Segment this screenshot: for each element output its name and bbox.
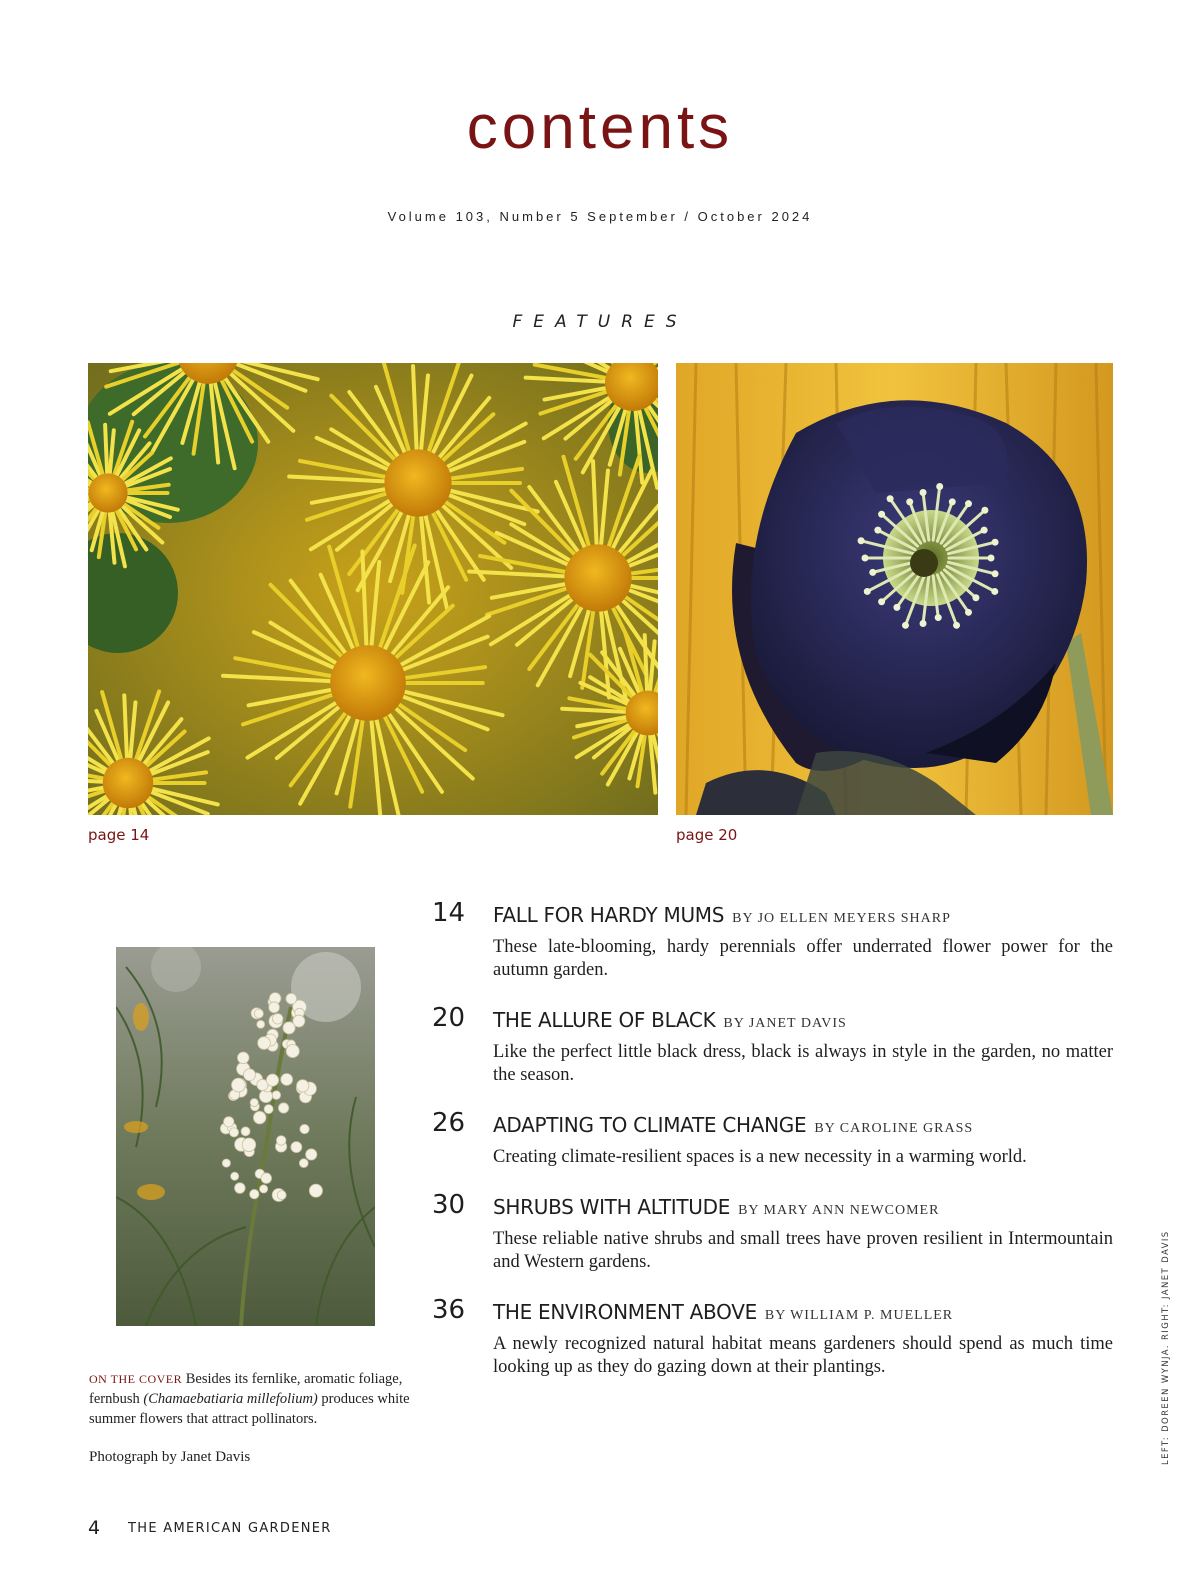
- feature-title[interactable]: FALL FOR HARDY MUMS: [493, 903, 725, 927]
- feature-title[interactable]: SHRUBS WITH ALTITUDE: [493, 1195, 731, 1219]
- feature-title[interactable]: ADAPTING TO CLIMATE CHANGE: [493, 1113, 807, 1137]
- feature-title[interactable]: THE ALLURE OF BLACK: [493, 1008, 716, 1032]
- photo-credit: Photograph by Janet Davis: [89, 1449, 251, 1465]
- cover-label: ON THE COVER: [89, 1372, 183, 1386]
- cover-scientific-name: (Chamaebatiaria millefolium): [143, 1391, 318, 1407]
- photo-page-ref-left: page 14: [88, 826, 150, 844]
- feature-description: Like the perfect little black dress, black is always in style in the garden, no matter the season.: [493, 1042, 1113, 1085]
- feature-description: A newly recognized natural habitat means gardeners should spend as much time looking up as they do gazing down at their plantings.: [493, 1334, 1113, 1377]
- feature-page-number: 30: [432, 1190, 466, 1220]
- feature-page-number: 14: [432, 898, 466, 928]
- feature-description: These reliable native shrubs and small trees have proven resilient in Intermountain and Western gardens.: [493, 1229, 1113, 1272]
- page-number: 4: [88, 1517, 101, 1539]
- feature-description: These late-blooming, hardy perennials offer underrated flower power for the autumn garden.: [493, 937, 1113, 980]
- cover-caption-text: Besides its fernlike, aromatic foliage, fernbush: [89, 1371, 403, 1407]
- cover-caption-text-end: produces white summer flowers that attract pollinators.: [89, 1391, 410, 1427]
- photo-credits-vertical: LEFT: DOREEN WYNJA. RIGHT: JANET DAVIS: [1161, 1230, 1171, 1465]
- photo-page-ref-right: page 20: [676, 826, 738, 844]
- feature-page-number: 20: [432, 1003, 466, 1033]
- feature-byline: BY MARY ANN NEWCOMER: [738, 1203, 940, 1218]
- issue-line: Volume 103, Number 5 September / October 2024: [387, 209, 813, 224]
- cover-caption: [89, 1369, 419, 1429]
- feature-byline: BY JANET DAVIS: [723, 1016, 847, 1031]
- page-title: contents: [466, 93, 734, 162]
- feature-title[interactable]: THE ENVIRONMENT ABOVE: [493, 1300, 757, 1324]
- mums-photo: [88, 363, 658, 815]
- cover-photo: [116, 947, 375, 1326]
- feature-page-number: 36: [432, 1295, 466, 1325]
- feature-byline: BY CAROLINE GRASS: [814, 1121, 974, 1136]
- feature-byline: BY JO ELLEN MEYERS SHARP: [732, 911, 951, 926]
- feature-page-number: 26: [432, 1108, 466, 1138]
- feature-description: Creating climate-resilient spaces is a new necessity in a warming world.: [493, 1147, 1027, 1167]
- features-heading: FEATURES: [512, 312, 688, 332]
- hellebore-photo: [676, 363, 1113, 815]
- magazine-name: THE AMERICAN GARDENER: [128, 1521, 332, 1536]
- feature-byline: BY WILLIAM P. MUELLER: [764, 1308, 954, 1323]
